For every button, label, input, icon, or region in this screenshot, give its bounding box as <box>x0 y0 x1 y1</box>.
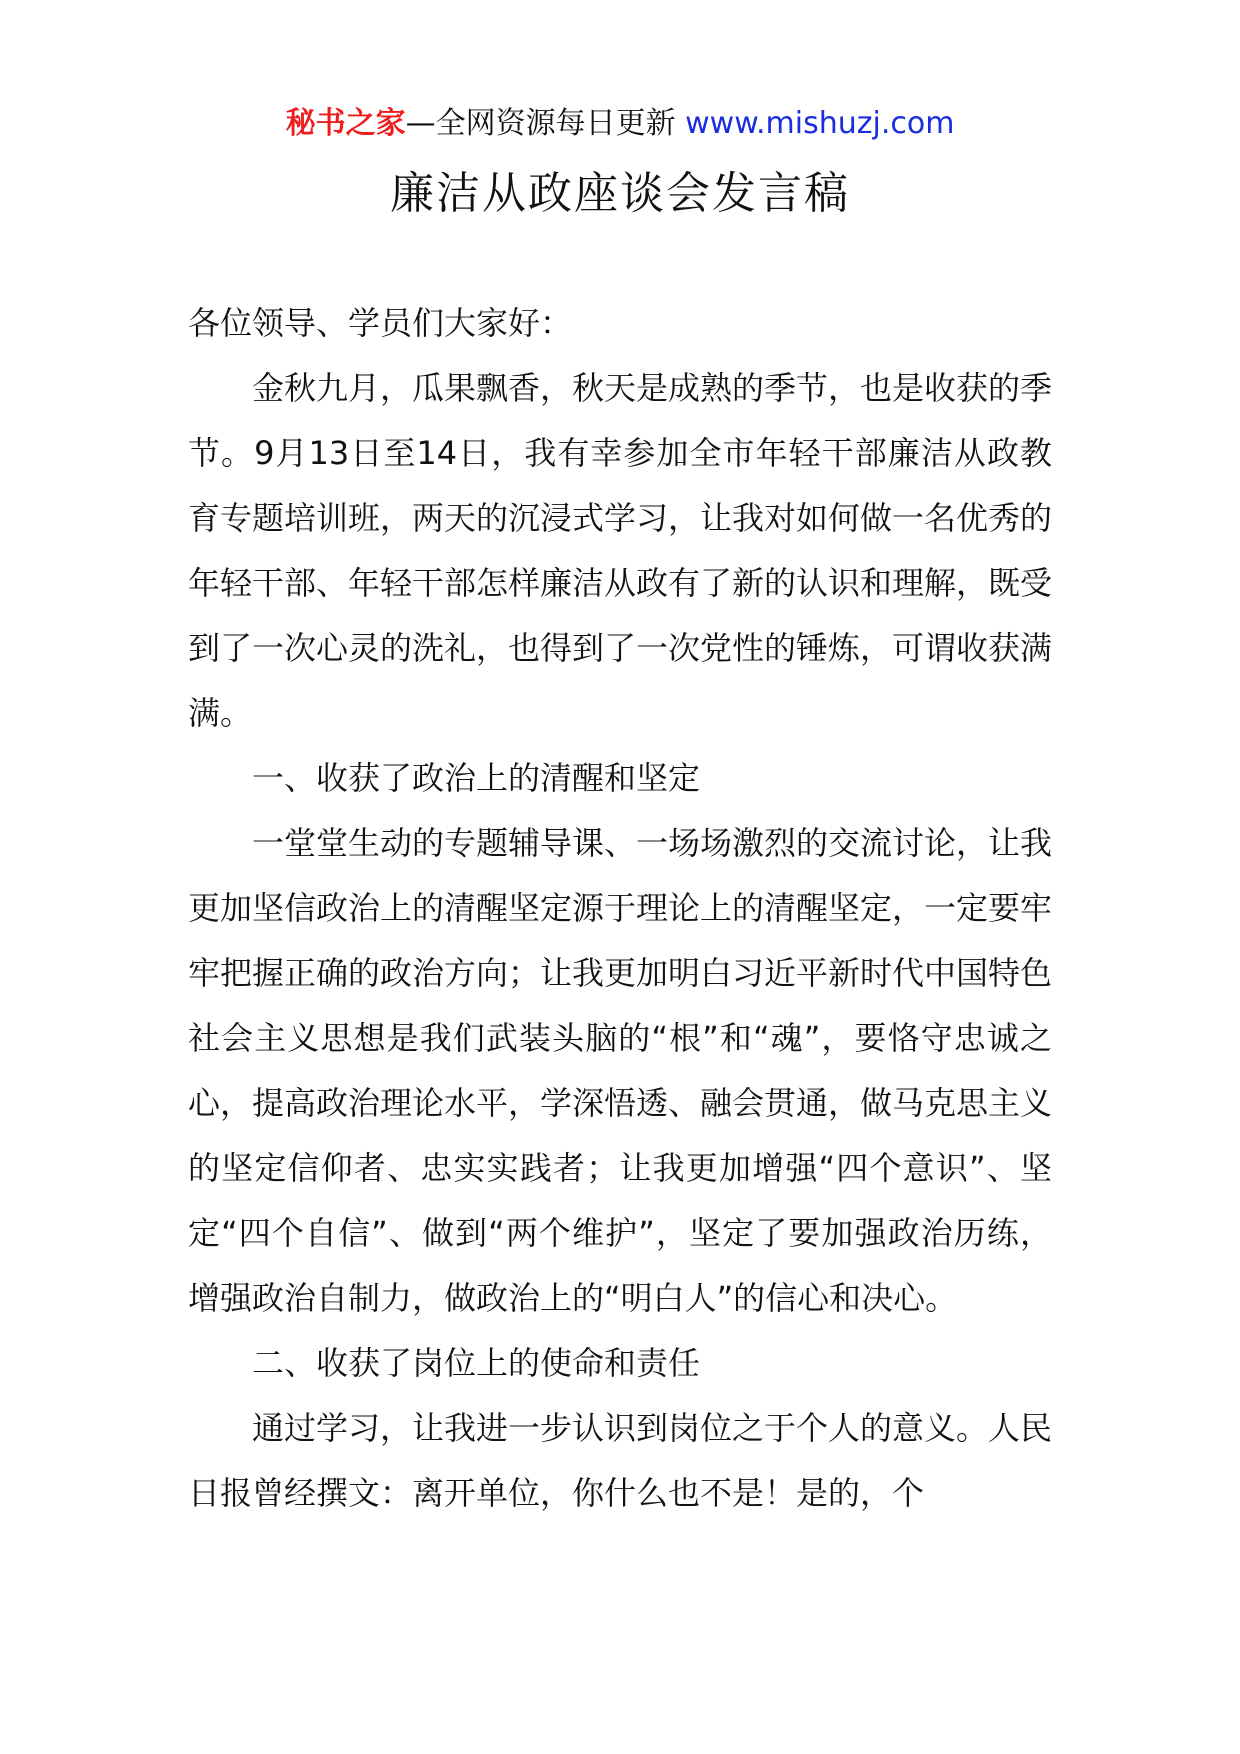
header-tagline: —全网资源每日更新 <box>405 106 676 141</box>
site-url-link[interactable]: www.mishuzj.com <box>685 106 955 141</box>
paragraph-section-1: 一堂堂生动的专题辅导课、一场场激烈的交流讨论，让我更加坚信政治上的清醒坚定源于理论上的清醒坚定，一定要牢牢把握正确的政治方向；让我更加明白习近平新时代中国特色社会主义思想是我们武装头脑的“根”和“魂”，要恪守忠诚之心，提高政治理论水平，学深悟透、融会贯通，做马克思主义的坚定信仰者、忠实实践者；让我更加增强“四个意识”、坚定“四个自信”、做到“两个维护”，坚定了要加强政治历练，增强政治自制力，做政治上的“明白人”的信心和决心。 <box>188 824 1053 1317</box>
site-header <box>0 102 1240 146</box>
section-heading-2: 二、收获了岗位上的使命和责任 <box>252 1344 701 1382</box>
greeting: 各位领导、学员们大家好： <box>188 304 573 342</box>
paragraph-section-2: 通过学习，让我进一步认识到岗位之于个人的意义。人民日报曾经撰文：离开单位，你什么也不是！是的，个 <box>188 1409 1053 1512</box>
document-title: 廉洁从政座谈会发言稿 <box>390 168 850 219</box>
brand-name: 秘书之家 <box>285 106 406 141</box>
document-body <box>188 291 1052 1526</box>
paragraph-intro: 金秋九月，瓜果飘香，秋天是成熟的季节，也是收获的季节。9月13日至14日，我有幸参加全市年轻干部廉洁从政教育专题培训班，两天的沉浸式学习，让我对如何做一名优秀的年轻干部、年轻干部怎样廉洁从政有了新的认识和理解，既受到了一次心灵的洗礼，也得到了一次党性的锤炼，可谓收获满满。 <box>188 369 1053 732</box>
section-heading-1: 一、收获了政治上的清醒和坚定 <box>252 759 701 797</box>
